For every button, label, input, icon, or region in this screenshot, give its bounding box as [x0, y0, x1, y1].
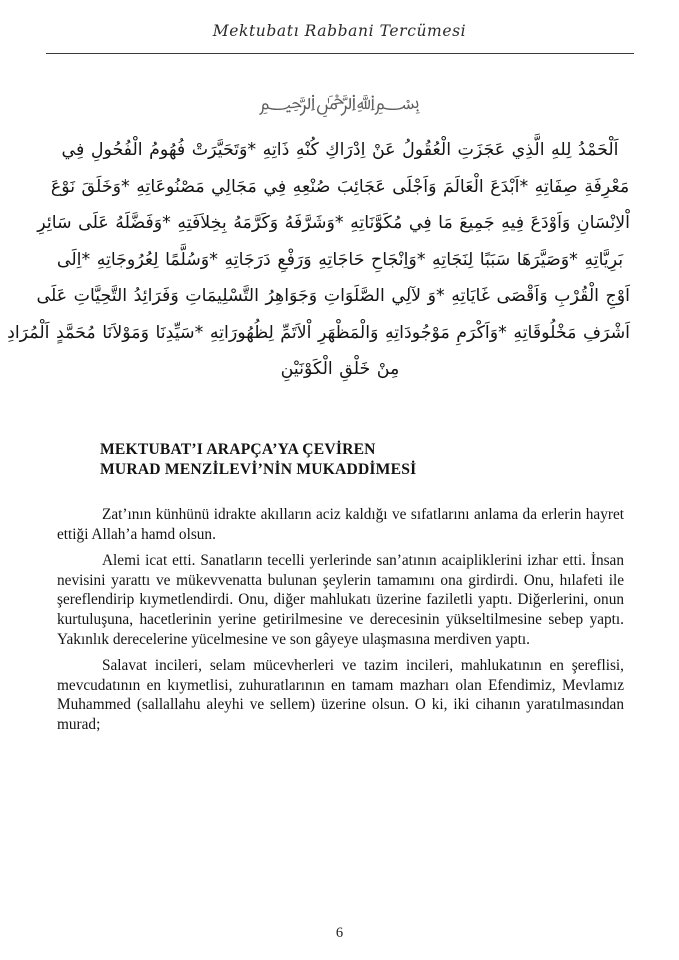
- arabic-line: اْلاِنْسَانِ وَاَوْدَعَ فِيهِ جَمِيعَ مَا فِي مُكَوَّنَاتِهِ *وَشَرَّفَهُ وَكَرَّمَهُ بِخِلاَفَتِهِ *وَفَضَّلَهُ عَلَى سَائِرِ: [37, 213, 630, 233]
- body-text: [57, 505, 624, 735]
- page-number: 6: [335, 925, 344, 941]
- arabic-line: مِنْ خَلْقِ الْكَوْنَيْنِ: [280, 359, 400, 379]
- running-header: Mektubatı Rabbani Tercümesi: [212, 22, 467, 40]
- arabic-line: اَوْجِ الْقُرْبِ وَاَقْصَى غَايَاتِهِ *وَ لآلِي الصَّلَوَاتِ وَجَوَاهِرُ التَّسْلِيمَاتِ وَفَرَائِدُ التَّحِيَّاتِ عَلَى: [36, 286, 630, 306]
- section-heading: [100, 440, 580, 480]
- body-paragraph: Salavat incileri, selam mücevherleri ve tazim incileri, mahlukatının en şereflisi, mevcudatının en kıymetlisi, zuhuratlarının en tamam mazharı olan Efendimiz, Mevlamız Muhammed (sallallahu aleyhi ve sellem) üzerine olsun. O ki, iki cihanın yaratılmasından murad;: [57, 657, 624, 733]
- arabic-line: اَشْرَفِ مَخْلُوقَاتِهِ *وَاَكْرَمِ مَوْجُودَاتِهِ وَالْمَظْهَرِ اْلاَتَمِّ لِظُهُورَاتِهِ *سَيِّدِنَا وَمَوْلاَنَا مُحَمَّدٍ اَلْمُرَادِ: [7, 322, 630, 343]
- section-heading-line-1: MEKTUBAT’I ARAPÇA’YA ÇEVİREN: [100, 441, 376, 458]
- header-divider-rule: [46, 53, 634, 54]
- body-paragraph: Alemi icat etti. Sanatların tecelli yerlerinde san’atının acaipliklerini izhar etti. İnsan nevisini yarattı ve mükevvenatta bulunan şeylerin tamamını ona girdirdi. Onu, hılafeti ile şereflendirip kıymetlendirdi. Onu, diğer mahlukatı üzerine faziletli yaptı. Diğerlerini, onun kurtuluşuna, hacetlerinin yerine getirilmesine ve derecesinin yükseltilmesine sebep yaptı. Yakınlık derecelerine yücelmesine ve son gâyeye ulaşmasına merdiven yaptı.: [57, 552, 624, 648]
- arabic-line: بَرِيَّاتِهِ *وَصَيَّرَهَا سَبَبًا لِنَجَاتِهِ *وَاِنْجَاحِ حَاجَاتِهِ وَرَفْعِ دَرَجَاتِهِ *وَسُلَّمًا لِعُرُوجَاتِهِ *اِلَى: [56, 249, 624, 270]
- arabic-invocation-block: [7, 132, 630, 388]
- arabic-line: اَلْحَمْدُ لِلهِ الَّذِي عَجَزَتِ الْعُقُولُ عَنْ اِدْرَاكِ كُنْهِ ذَاتِهِ *وَتَحَيَّرَتْ فُهُومُ الْفُحُولِ فِي: [61, 140, 619, 160]
- section-heading-line-2: MURAD MENZİLEVİ’NİN MUKADDİMESİ: [100, 461, 417, 478]
- arabic-line: مَعْرِفَةِ صِفَاتِهِ *اَبْدَعَ الْعَالَمَ وَاَجْلَى عَجَائِبَ صُنْعِهِ فِي مَجَالِي مَصْنُوعَاتِهِ *وَخَلَقَ نَوْعَ: [50, 176, 630, 197]
- basmala-ornament: ﷽: [258, 90, 421, 114]
- body-paragraph: Zat’ının künhünü idrakte akılların aciz kaldığı ve sıfatlarını anlama da erlerin hayret ettiği Allah’a hamd olsun.: [57, 506, 624, 543]
